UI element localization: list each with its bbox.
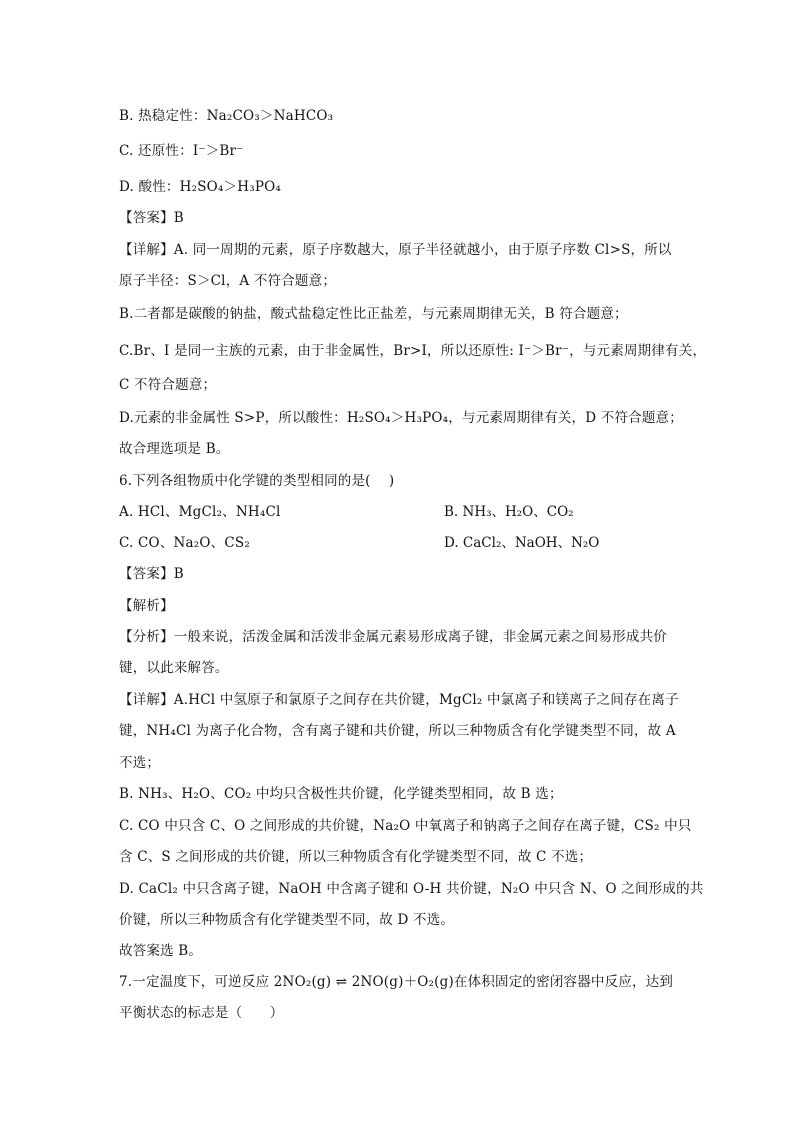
q6-detail-b: B. NH₃、H₂O、CO₂ 中均只含极性共价键，化学键类型相同，故 B 选； — [119, 786, 563, 802]
q5-option-c: C. 还原性：I⁻＞Br⁻ — [119, 143, 244, 159]
q6-conclusion: 故答案选 B。 — [119, 943, 203, 959]
q6-analysis-line2: 键，以此来解答。 — [119, 660, 229, 676]
q6-stem: 6.下列各组物质中化学键的类型相同的是( ) — [119, 473, 395, 489]
q6-option-a: A. HCl、MgCl₂、NH₄Cl — [119, 504, 281, 520]
q6-answer: 【答案】B — [119, 566, 184, 582]
q6-analysis-title: 【解析】 — [119, 598, 174, 614]
q7-stem-line1: 7.一定温度下，可逆反应 2NO₂(g) ⇌ 2NO(g)＋O₂(g)在体积固定的密闭容器中反应，达到 — [119, 974, 674, 990]
q5-detail-d: D.元素的非金属性 S>P，所以酸性：H₂SO₄＞H₃PO₄，与元素周期律有关，D 不符合题意； — [119, 410, 683, 426]
q6-detail-a2: 键，NH₄Cl 为离子化合物，含有离子键和共价键，所以三种物质含有化学键类型不同，故 A — [119, 723, 676, 739]
q6-detail-d2: 价键，所以三种物质含有化学键类型不同，故 D 不选。 — [119, 912, 455, 928]
q6-detail-a3: 不选； — [119, 755, 161, 771]
q5-detail-line1: 【详解】A. 同一周期的元素，原子序数越大，原子半径就越小，由于原子序数 Cl>S，所以 — [119, 242, 672, 258]
q6-detail-c2: 含 C、S 之间形成的共价键，所以三种物质含有化学键类型不同，故 C 不选； — [119, 849, 593, 865]
q5-detail-line2: 原子半径：S＞Cl，A 不符合题意； — [119, 273, 337, 289]
q6-option-d: D. CaCl₂、NaOH、N₂O — [444, 535, 600, 551]
q7-stem-line2: 平衡状态的标志是（ ） — [119, 1005, 284, 1021]
q6-option-b: B. NH₃、H₂O、CO₂ — [444, 504, 574, 520]
q6-analysis-line1: 【分析】一般来说，活泼金属和活泼非金属元素易形成离子键，非金属元素之间易形成共价 — [119, 629, 667, 645]
q6-detail-c1: C. CO 中只含 C、O 之间形成的共价键，Na₂O 中氧离子和钠离子之间存在离子键，CS₂ 中只 — [119, 818, 692, 834]
q5-detail-c1: C.Br、I 是同一主族的元素，由于非金属性，Br>I，所以还原性: I⁻＞Br⁻，与元素周期律有关， — [119, 343, 707, 359]
q5-detail-b: B.二者都是碳酸的钠盐，酸式盐稳定性比正盐差，与元素周期律无关，B 符合题意； — [119, 306, 628, 322]
q6-detail-a1: 【详解】A.HCl 中氢原子和氯原子之间存在共价键，MgCl₂ 中氯离子和镁离子之间存在离子 — [119, 692, 679, 708]
q5-option-d: D. 酸性：H₂SO₄＞H₃PO₄ — [119, 179, 281, 195]
q5-answer: 【答案】B — [119, 210, 184, 226]
q5-option-b: B. 热稳定性：Na₂CO₃＞NaHCO₃ — [119, 108, 334, 124]
q5-detail-c2: C 不符合题意； — [119, 377, 217, 393]
q5-conclusion: 故合理选项是 B。 — [119, 441, 230, 457]
q6-option-c: C. CO、Na₂O、CS₂ — [119, 535, 250, 551]
q6-detail-d1: D. CaCl₂ 中只含离子键，NaOH 中含离子键和 O-H 共价键，N₂O 中只含 N、O 之间形成的共 — [119, 881, 704, 897]
